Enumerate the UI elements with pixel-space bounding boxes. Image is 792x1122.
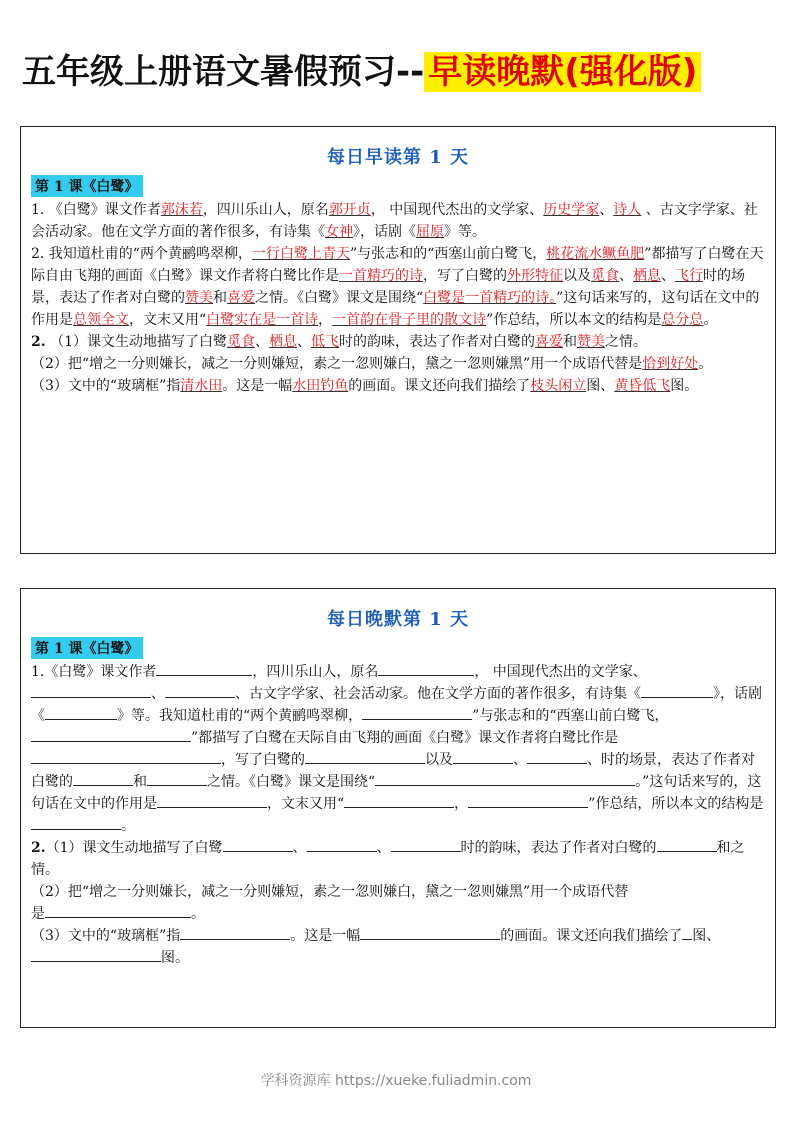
evening-dictation-box — [20, 588, 776, 1028]
footer-watermark: 学科资源库 https://xueke.fuliadmin.com — [260, 1073, 532, 1089]
text: 《 — [627, 686, 641, 702]
answer: 水田钓鱼 — [292, 378, 349, 394]
text: （1）课文生动地描写了白鹭 — [45, 840, 223, 856]
text: 、 — [376, 840, 391, 856]
text: 》等。 — [444, 224, 486, 240]
text: 时的韵味，表达了作者对白鹭的 — [460, 840, 657, 856]
page-title — [22, 48, 782, 96]
text: 2. 我知道杜甫的“两个黄鹂鸣翠柳， — [31, 246, 252, 262]
answer: 黄昏低飞 — [614, 378, 671, 394]
fill-blank[interactable] — [375, 771, 635, 786]
answer: 一行白鹭上青天 — [251, 246, 350, 262]
text: 时的韵味，表达了作者对白鹭的 — [338, 334, 535, 350]
text: 。这是一幅 — [222, 378, 293, 394]
text: 。”这句话来写的，这句话在文中的作用是 — [31, 774, 762, 812]
answer: 觅食 — [591, 268, 619, 284]
question-number: 2. — [31, 334, 46, 350]
text: 时的场景，表达了作者对白鹭的 — [31, 268, 745, 306]
fill-blank[interactable] — [180, 925, 290, 940]
text: ， 中国现代杰出的文学家、 — [370, 202, 544, 218]
evening-q2-3 — [31, 925, 765, 969]
answer: 总领全文 — [73, 312, 129, 328]
fill-blank[interactable] — [657, 837, 717, 852]
fill-blank[interactable] — [362, 705, 472, 720]
text: 。 — [698, 356, 713, 372]
text: ，文末又用“ — [129, 312, 207, 328]
text: ， — [267, 796, 281, 812]
text: “西塞山前白鹭飞， — [549, 708, 669, 724]
fill-blank[interactable] — [223, 837, 293, 852]
text: 》等。我知道杜甫的“两个黄鹂鸣翠柳， — [117, 708, 363, 724]
fill-blank[interactable] — [360, 925, 500, 940]
text: 1. 《白鹭》课文作者 — [31, 202, 161, 218]
answer: 飞行 — [675, 268, 703, 284]
text: 以及 — [425, 752, 453, 768]
text: 。这是一幅 — [290, 928, 361, 944]
evening-title: 每日晚默第 1 天 — [326, 609, 470, 630]
evening-q2-1 — [31, 837, 765, 881]
fill-blank[interactable] — [147, 771, 207, 786]
evening-q1 — [31, 661, 765, 837]
text: 白鹭比作是 — [548, 730, 619, 746]
morning-q3-1 — [31, 331, 765, 353]
answer: 枝头闲立 — [530, 378, 587, 394]
answer: 白鹭是一首精巧的诗。 — [423, 290, 557, 306]
fill-blank[interactable] — [45, 705, 117, 720]
fill-blank[interactable] — [378, 661, 474, 676]
evening-q2-2 — [31, 881, 765, 903]
text: 、 — [151, 686, 165, 702]
text: ”这句话来写的，这句话在文中的作用是 — [31, 290, 760, 328]
fill-blank[interactable] — [156, 661, 252, 676]
lesson-tag: 第 1 课《白鹭》 — [31, 637, 143, 659]
fill-blank[interactable] — [157, 793, 267, 808]
answer: 历史学家 — [543, 202, 600, 218]
text: ， — [454, 796, 469, 812]
text: 、 — [513, 752, 527, 768]
text: 、 — [292, 840, 307, 856]
lesson-tag: 第 1 课《白鹭》 — [31, 175, 143, 197]
answer: 喜爱 — [227, 290, 255, 306]
morning-q1 — [31, 199, 765, 243]
text: ”都描写了白鹭在天际自由飞翔的画面《白鹭》课文作者将白鹭比作是 — [31, 246, 764, 284]
text: ”与张志和的“西塞山前白鹭飞， — [349, 246, 547, 262]
fill-blank[interactable] — [391, 837, 461, 852]
text: ，四川乐山人，原名 — [252, 664, 379, 680]
morning-q3-3 — [31, 375, 765, 397]
text: 。 — [191, 906, 205, 922]
title-main: 五年级上册语文暑假预习-- — [22, 52, 425, 92]
fill-blank[interactable] — [641, 683, 713, 698]
text: 。 — [121, 818, 135, 834]
text: “ — [368, 774, 376, 790]
fill-blank[interactable] — [453, 749, 513, 764]
morning-q3-2 — [31, 353, 765, 375]
fill-blank[interactable] — [307, 837, 377, 852]
text: 以及 — [563, 268, 591, 284]
text: 、 — [619, 268, 633, 284]
text: 之情。《白鹭》课文是围绕“ — [255, 290, 424, 306]
text: ”作总结，所以本文的结构是 — [588, 796, 764, 812]
answer: 一首精巧的诗 — [339, 268, 423, 284]
text: （3）文中的“玻璃框”指 — [31, 928, 181, 944]
answer: 觅食 — [226, 334, 255, 350]
text: （3）文中的“玻璃框”指 — [31, 378, 181, 394]
text: 》，话剧《 — [353, 224, 416, 240]
text: （2）把“增之一分则嫌长，减之一分则嫌短，素之一忽则嫌白，黛之一忽则嫌黑”用一个成语代替是 — [31, 356, 643, 372]
text: 图。 — [670, 378, 699, 394]
text: 之情。 — [604, 334, 647, 350]
morning-content — [21, 199, 775, 397]
fill-blank[interactable] — [31, 947, 161, 962]
answer: 赞美 — [185, 290, 213, 306]
text: （1）课文生动地描写了白鹭 — [45, 334, 227, 350]
text: 和 — [562, 334, 577, 350]
text: （2）把“增之一分则嫌长，减之一分则嫌短，素之一忽则嫌白，黛之一忽则嫌黑”用一个成语代替 — [31, 884, 629, 900]
title-highlight: 早读晚默(强化版) — [424, 52, 701, 92]
text: ，写了白鹭的 — [423, 268, 507, 284]
text: ，写了白鹭的 — [221, 752, 305, 768]
text: ”都描写了白鹭在天际自由飞翔的画面《白鹭》课文作者将 — [191, 730, 549, 746]
answer: 白鹭实在是一首诗 — [206, 312, 319, 328]
answer: 诗人 — [613, 202, 642, 218]
answer: 总分总 — [661, 312, 704, 328]
answer: 低飞 — [310, 334, 339, 350]
answer: 栖息 — [633, 268, 661, 284]
fill-blank[interactable] — [527, 749, 587, 764]
evening-q2-2b — [31, 903, 765, 925]
answer: 清水田 — [180, 378, 223, 394]
evening-content — [21, 661, 775, 969]
fill-blank[interactable] — [344, 793, 454, 808]
text: 和 — [133, 774, 147, 790]
text: 、 — [661, 268, 675, 284]
answer: 桃花流水鳜鱼肥 — [546, 246, 645, 262]
text: 图、 — [586, 378, 615, 394]
fill-blank[interactable] — [45, 903, 191, 918]
answer: 屈原 — [416, 224, 444, 240]
answer: 赞美 — [576, 334, 605, 350]
fill-blank[interactable] — [305, 749, 425, 764]
text: 之情。《白鹭》课文是围绕 — [207, 774, 368, 790]
text: 图、 — [692, 928, 721, 944]
question-number: 2. — [31, 840, 46, 856]
answer: 栖息 — [268, 334, 297, 350]
text: 家、 — [618, 664, 647, 680]
text: 。 — [703, 312, 718, 328]
text: ”与张志和的 — [472, 708, 550, 724]
fill-blank[interactable] — [31, 749, 221, 764]
text: 时的场景，表达了作者对白鹭的 — [31, 752, 755, 790]
text: 、 — [587, 752, 601, 768]
fill-blank[interactable] — [468, 793, 588, 808]
fill-blank[interactable] — [682, 925, 692, 940]
answer: 一首韵在骨子里的散文诗 — [332, 312, 487, 328]
fill-blank[interactable] — [31, 683, 151, 698]
text: ， — [318, 312, 333, 328]
text: 、古文字学家、社会活动家。他在文学方面的著作很多，有诗集 — [235, 686, 627, 702]
fill-blank[interactable] — [31, 815, 121, 830]
text: 文末又用“ — [281, 796, 345, 812]
text: 、 — [296, 334, 311, 350]
text: 和 — [716, 840, 731, 856]
answer: 外形特征 — [507, 268, 563, 284]
text: ， 中国现代杰出的文学 — [474, 664, 619, 680]
answer: 恰到好处 — [642, 356, 699, 372]
fill-blank[interactable] — [31, 727, 191, 742]
text: 、 — [254, 334, 269, 350]
text: 和 — [213, 290, 227, 306]
text: 1.《白鹭》课文作者 — [31, 664, 157, 680]
answer: 喜爱 — [534, 334, 563, 350]
fill-blank[interactable] — [165, 683, 235, 698]
morning-reading-box — [20, 126, 776, 554]
text: ”作总结，所以本文的结构是 — [486, 312, 662, 328]
text: 》，话剧《 — [31, 686, 762, 724]
text: 的画面。课文还向我们描绘了 — [348, 378, 531, 394]
answer: 女神 — [325, 224, 353, 240]
text: 、古文字学家、社会活动家。他在文学方面的著作很多，有诗集《 — [31, 202, 758, 240]
answer: 郭开贞 — [328, 202, 371, 218]
morning-title: 每日早读第 1 天 — [326, 147, 470, 168]
text: 图。 — [161, 950, 189, 966]
text: 的画面。课文还向我们描绘了 — [500, 928, 683, 944]
text: 之情。 — [31, 840, 745, 878]
text: ，四川乐山人，原名 — [202, 202, 329, 218]
answer: 郭沫若 — [160, 202, 203, 218]
fill-blank[interactable] — [73, 771, 133, 786]
text: 是 — [31, 906, 45, 922]
text: 、 — [599, 202, 614, 218]
morning-q2 — [31, 243, 765, 331]
